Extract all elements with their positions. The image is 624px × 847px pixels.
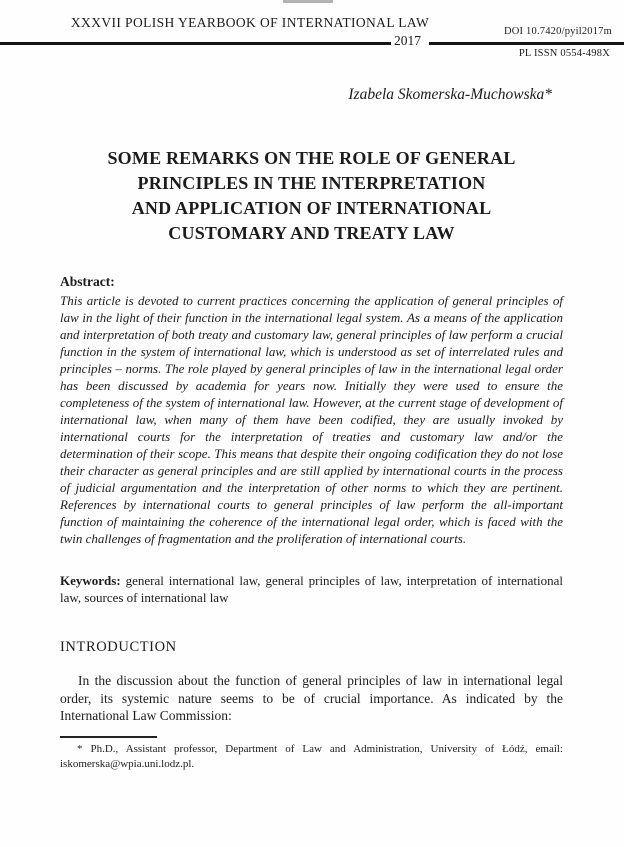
- keywords-label: Keywords:: [60, 573, 121, 588]
- abstract-text: This article is devoted to current practices concerning the application of general principles of law in the light of their function in the international legal system. As a means of the application and interpretation of both treaty and customary law, general principles of law perform a crucial function in the system of international law, which is understood as set of interrelated rules and principles – norms. The role played by general principles of law in the international legal order has been discussed by academia for years now. Initially they were used to ensure the completeness of the system of international law. However, at the current stage of development of international law, when many of them have been codified, they are usually invoked by international courts for the interpretation of treaties and customary law and/or the determination of their scope. This means that despite their ongoing codification they do not lose their character as general principles and are still applied by international courts in the process of judicial argumentation and the interpretation of other norms to which they are pertinent. References by international courts to general principles of law perform the all-important function of maintaining the coherence of the international legal order, which is faced with the twin challenges of fragmentation and the proliferation of international courts.: [60, 293, 563, 546]
- footnote-divider: [60, 736, 157, 738]
- article-title-line: AND APPLICATION OF INTERNATIONAL: [131, 198, 492, 218]
- header-rule-right: [429, 42, 624, 45]
- keywords-section: [60, 572, 563, 606]
- abstract-heading: Abstract:: [60, 274, 115, 289]
- journal-title: XXXVII POLISH YEARBOOK OF INTERNATIONAL LAW: [70, 15, 430, 30]
- volume-year: 2017: [394, 33, 421, 48]
- issn-label: PL ISSN 0554-498X: [518, 48, 610, 59]
- article-title-line: SOME REMARKS ON THE ROLE OF GENERAL: [107, 148, 516, 168]
- introduction-heading: INTRODUCTION: [60, 639, 177, 655]
- keywords-text: general international law, general principles of law, interpretation of international law, sources of international law: [60, 573, 563, 605]
- article-title-line: CUSTOMARY AND TREATY LAW: [168, 223, 455, 243]
- author-footnote: * Ph.D., Assistant professor, Department of Law and Administration, University of Łódź, email: iskomerska@wpia.uni.lodz.pl.: [60, 743, 563, 770]
- header-rule-left: [0, 42, 391, 45]
- article-title-line: PRINCIPLES IN THE INTERPRETATION: [137, 173, 486, 193]
- doi-label: DOI 10.7420/pyil2017m: [503, 26, 612, 37]
- author-name: Izabela Skomerska-Muchowska*: [348, 86, 552, 103]
- introduction-paragraph: In the discussion about the function of general principles of law in international legal order, its systemic nature seems to be of crucial importance. As indicated by the International Law Commission:: [60, 673, 563, 723]
- scan-artifact-bar: [283, 0, 333, 3]
- article-title: [60, 146, 563, 246]
